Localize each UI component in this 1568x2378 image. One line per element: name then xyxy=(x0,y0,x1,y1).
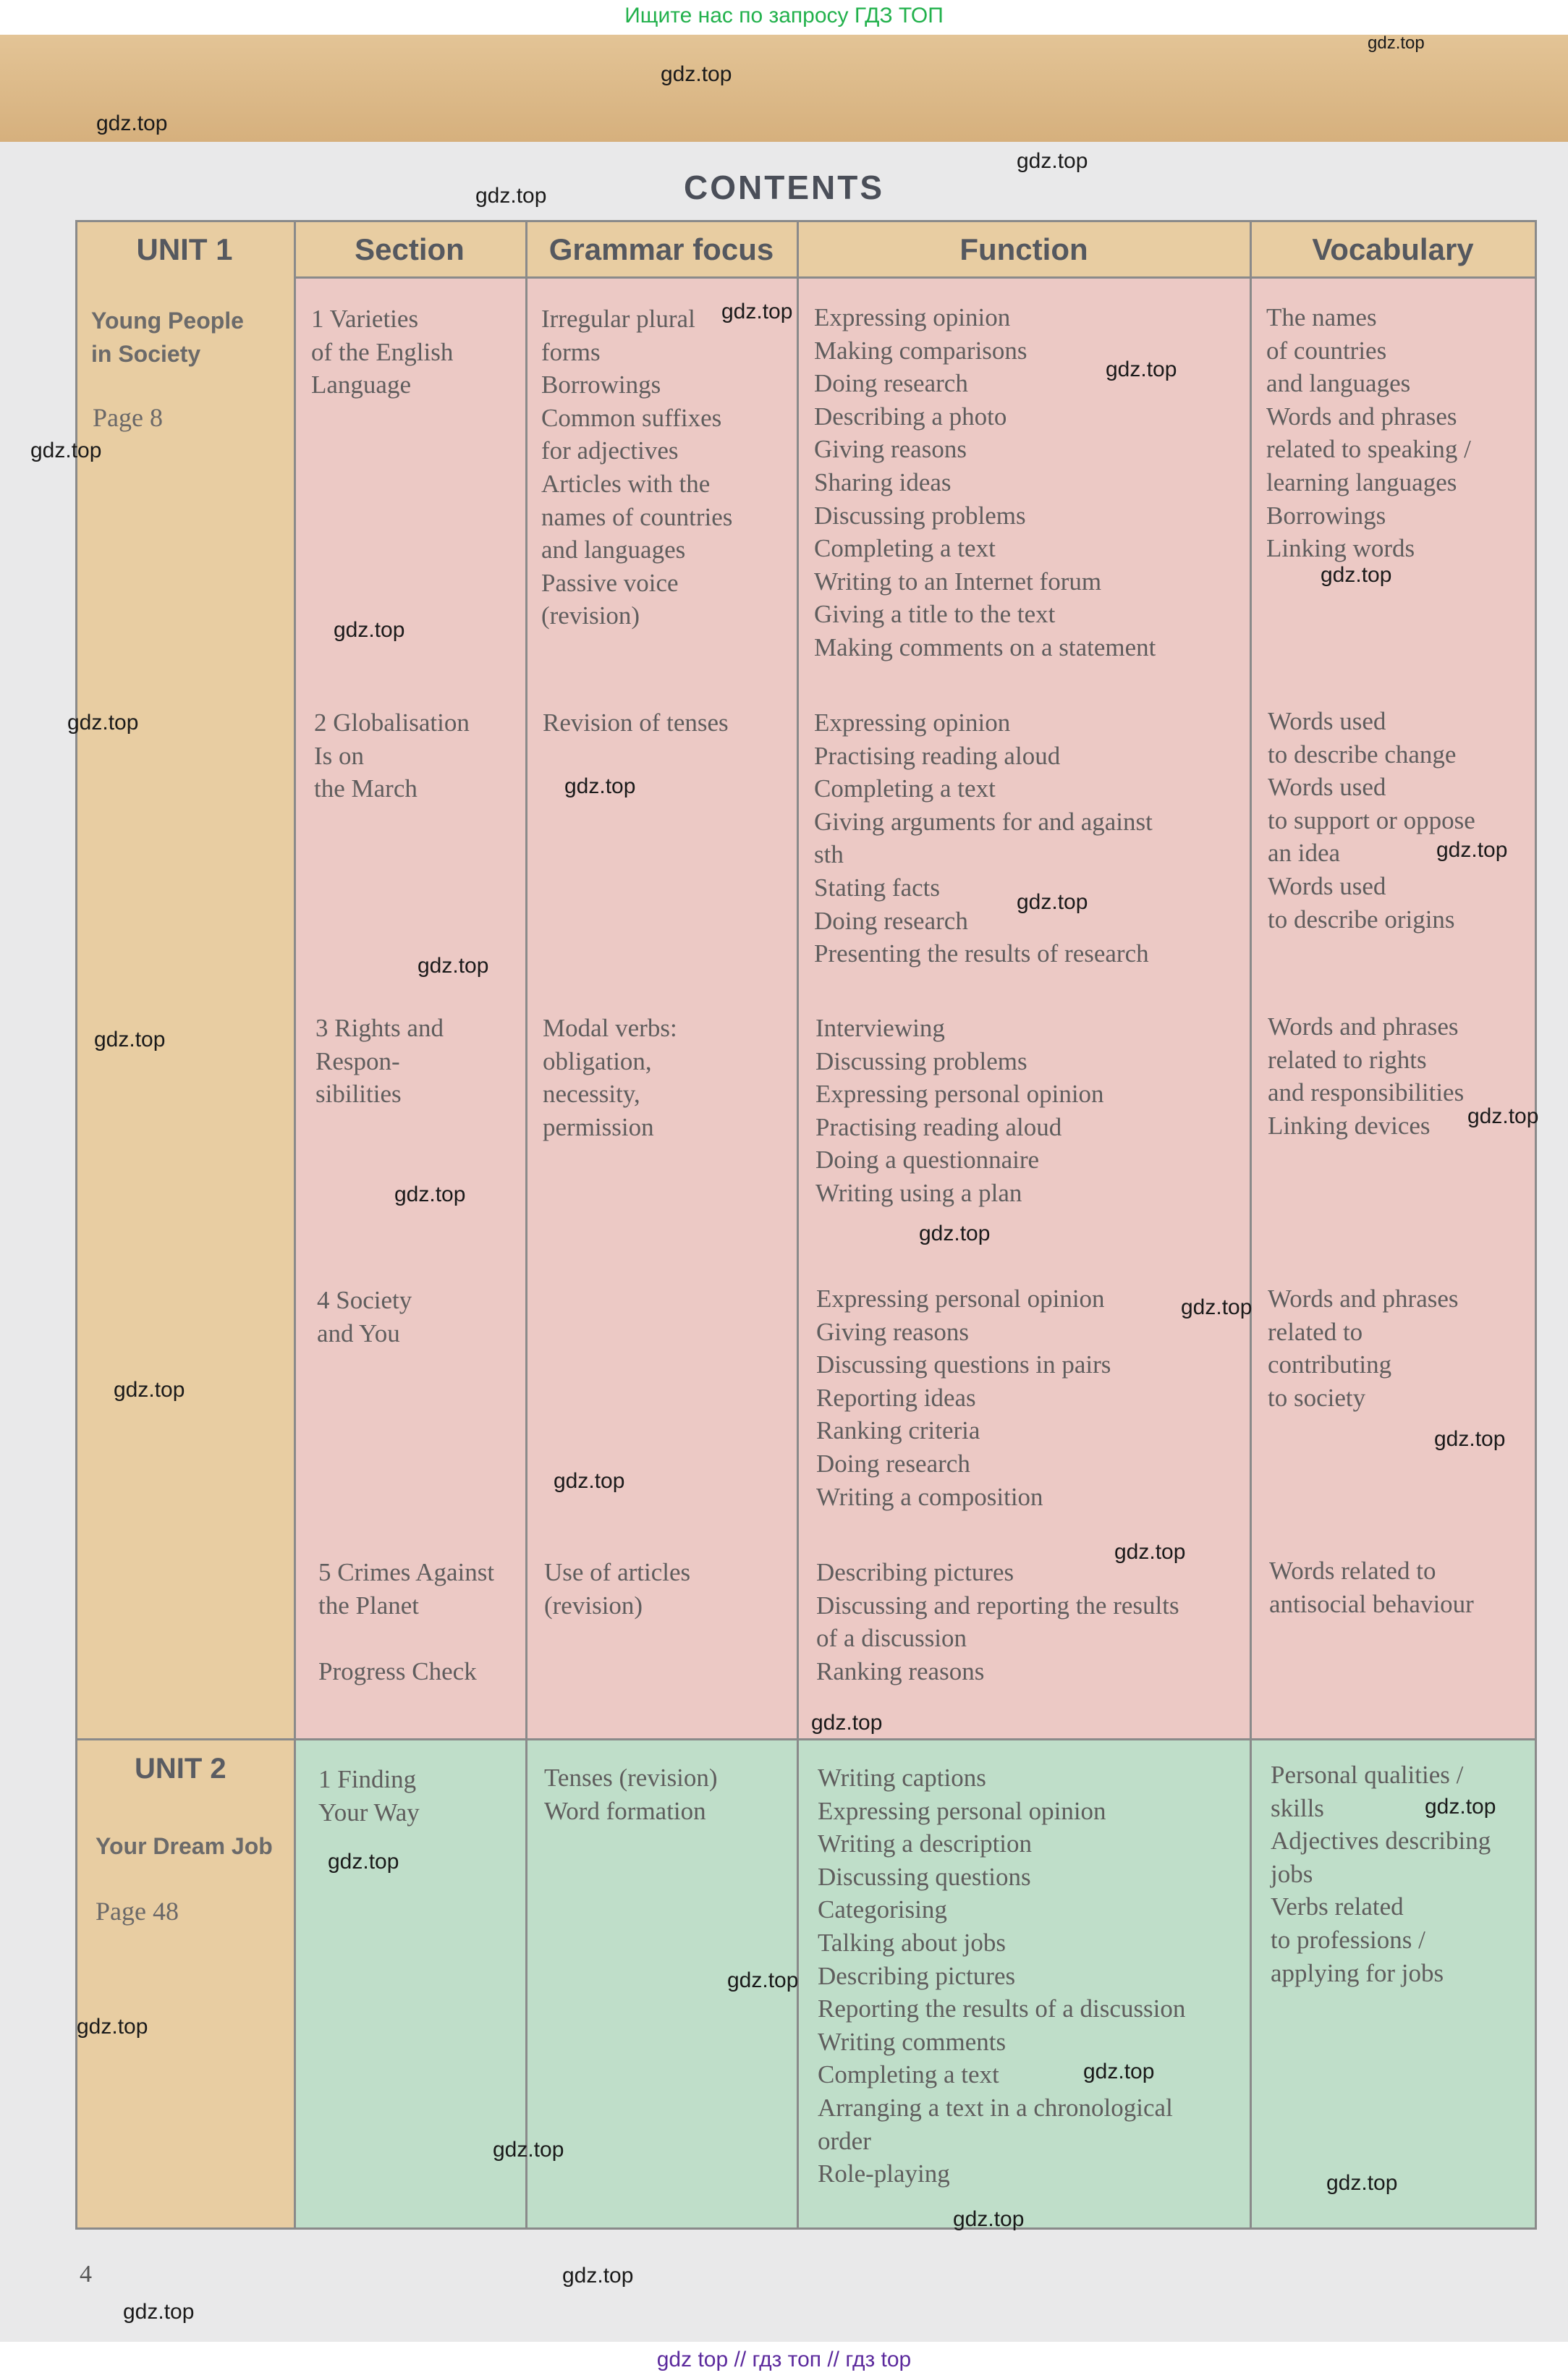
watermark: gdz.top xyxy=(1017,149,1088,173)
watermark: gdz.top xyxy=(661,62,732,86)
watermark: gdz.top xyxy=(493,2138,564,2162)
watermark: gdz.top xyxy=(1368,33,1425,53)
u1-r1-function: Expressing opinion Making comparisons Doing research Describing a photo Giving reasons Sharing ideas Discussing problems Completing a text Writing to an Internet forum Giving a title to the text Making comments on a statement xyxy=(814,303,1156,661)
watermark: gdz.top xyxy=(1434,1427,1506,1451)
watermark: gdz.top xyxy=(94,1028,166,1052)
page-number: 4 xyxy=(80,2261,92,2288)
watermark: gdz.top xyxy=(1106,357,1177,381)
u1-r3-vocabulary: Words and phrases related to rights and responsibilities Linking devices xyxy=(1268,1012,1465,1140)
watermark: gdz.top xyxy=(721,300,793,323)
u1-r2-vocabulary: Words used to describe change Words used to support or oppose an idea Words used to describe origins xyxy=(1268,707,1475,934)
header-unit1: UNIT 1 xyxy=(136,232,233,266)
page-title: CONTENTS xyxy=(684,169,884,206)
watermark: gdz.top xyxy=(1436,838,1508,862)
watermark: gdz.top xyxy=(1321,563,1392,587)
unit2-page-ref: Page 48 xyxy=(96,1897,179,1926)
watermark: gdz.top xyxy=(953,2207,1025,2231)
watermark: gdz.top xyxy=(30,439,102,462)
table-left-border xyxy=(75,220,77,2230)
u1-r2-grammar: Revision of tenses xyxy=(543,708,729,737)
photo-strip xyxy=(0,35,1568,142)
watermark: gdz.top xyxy=(811,1711,883,1735)
watermark: gdz.top xyxy=(564,774,636,798)
u1-r3-section: 3 Rights and Respon- sibilities xyxy=(315,1014,444,1109)
watermark: gdz.top xyxy=(919,1222,991,1245)
watermark: gdz.top xyxy=(123,2300,195,2324)
col-divider-grammar xyxy=(525,220,527,2230)
u1-r5-function: Describing pictures Discussing and reporting the results of a discussion Ranking reasons xyxy=(816,1558,1179,1685)
watermark: gdz.top xyxy=(67,711,139,735)
u1-r4-section: 4 Society and You xyxy=(317,1286,412,1347)
watermark: gdz.top xyxy=(418,954,489,978)
col-divider-function xyxy=(797,220,799,2230)
u1-r2-section: 2 Globalisation Is on the March xyxy=(314,708,470,803)
watermark: gdz.top xyxy=(1425,1795,1496,1819)
header-vocabulary: Vocabulary xyxy=(1312,232,1474,266)
watermark: gdz.top xyxy=(328,1850,399,1874)
unit2-subtitle: Your Dream Job xyxy=(96,1833,273,1859)
u1-r3-grammar: Modal verbs: obligation, necessity, permission xyxy=(543,1014,677,1141)
watermark: gdz.top xyxy=(1017,890,1088,914)
bottom-banner[interactable]: gdz top // гдз топ // гдз top xyxy=(0,2342,1568,2378)
watermark: gdz.top xyxy=(475,184,547,208)
unit2-label: UNIT 2 xyxy=(135,1753,226,1785)
unit1-column-background xyxy=(75,220,294,1740)
watermark: gdz.top xyxy=(1467,1104,1539,1128)
u1-r1-grammar: Irregular plural forms Borrowings Common suffixes for adjectives Articles with the names of countries and languages Passive voice (revision) xyxy=(541,305,733,630)
unit1-subtitle: Young People in Society xyxy=(91,308,244,367)
col-divider-section xyxy=(294,220,296,2230)
u1-r3-function: Interviewing Discussing problems Expressing personal opinion Practising reading aloud Doing a questionnaire Writing using a plan xyxy=(815,1014,1104,1207)
watermark: gdz.top xyxy=(562,2264,634,2288)
watermark: gdz.top xyxy=(114,1378,185,1402)
u1-r2-function: Expressing opinion Practising reading aloud Completing a text Giving arguments for and against sth Stating facts Doing research Presenting the results of research xyxy=(814,708,1153,968)
watermark: gdz.top xyxy=(96,111,168,135)
u2-r1-section: 1 Finding Your Way xyxy=(318,1765,420,1827)
unit2-column-background xyxy=(75,1740,294,2229)
u2-r1-vocabulary: Personal qualities / skills Adjectives describing jobs Verbs related to professions / applying for jobs xyxy=(1271,1761,1491,1987)
watermark: gdz.top xyxy=(334,618,405,642)
header-section: Section xyxy=(355,232,465,266)
watermark: gdz.top xyxy=(394,1182,466,1206)
header-grammar: Grammar focus xyxy=(548,232,774,266)
u1-r4-vocabulary: Words and phrases related to contributing to society xyxy=(1268,1285,1459,1412)
unit1-page-ref: Page 8 xyxy=(93,403,163,432)
watermark: gdz.top xyxy=(1326,2171,1398,2195)
watermark: gdz.top xyxy=(77,2015,148,2039)
u1-r4-function: Expressing personal opinion Giving reasons Discussing questions in pairs Reporting ideas Ranking criteria Doing research Writing a composition xyxy=(816,1285,1111,1511)
u1-r5-vocabulary: Words related to antisocial behaviour xyxy=(1269,1557,1474,1618)
u1-r1-section: 1 Varieties of the English Language xyxy=(311,305,454,399)
watermark: gdz.top xyxy=(727,1968,799,1992)
watermark: gdz.top xyxy=(1083,2060,1155,2083)
u1-r1-vocabulary: The names of countries and languages Words and phrases related to speaking / learning languages Borrowings Linking words xyxy=(1266,303,1471,563)
u1-r5-section: 5 Crimes Against the Planet Progress Check xyxy=(318,1558,495,1685)
watermark: gdz.top xyxy=(1181,1295,1253,1319)
header-function: Function xyxy=(959,232,1088,266)
u2-r1-grammar: Tenses (revision) Word formation xyxy=(544,1764,718,1825)
top-banner[interactable]: Ищите нас по запросу ГДЗ ТОП xyxy=(0,0,1568,35)
watermark: gdz.top xyxy=(1114,1540,1186,1564)
header-bottom-border xyxy=(294,276,1537,279)
u2-r1-function: Writing captions Expressing personal opinion Writing a description Discussing questions Categorising Talking about jobs Describing pictures Reporting the results of a discussion Writing comments Completing a text Arranging a text in a chronological order Role-playing xyxy=(818,1764,1186,2188)
watermark: gdz.top xyxy=(554,1469,625,1493)
u1-r5-grammar: Use of articles (revision) xyxy=(544,1558,691,1620)
